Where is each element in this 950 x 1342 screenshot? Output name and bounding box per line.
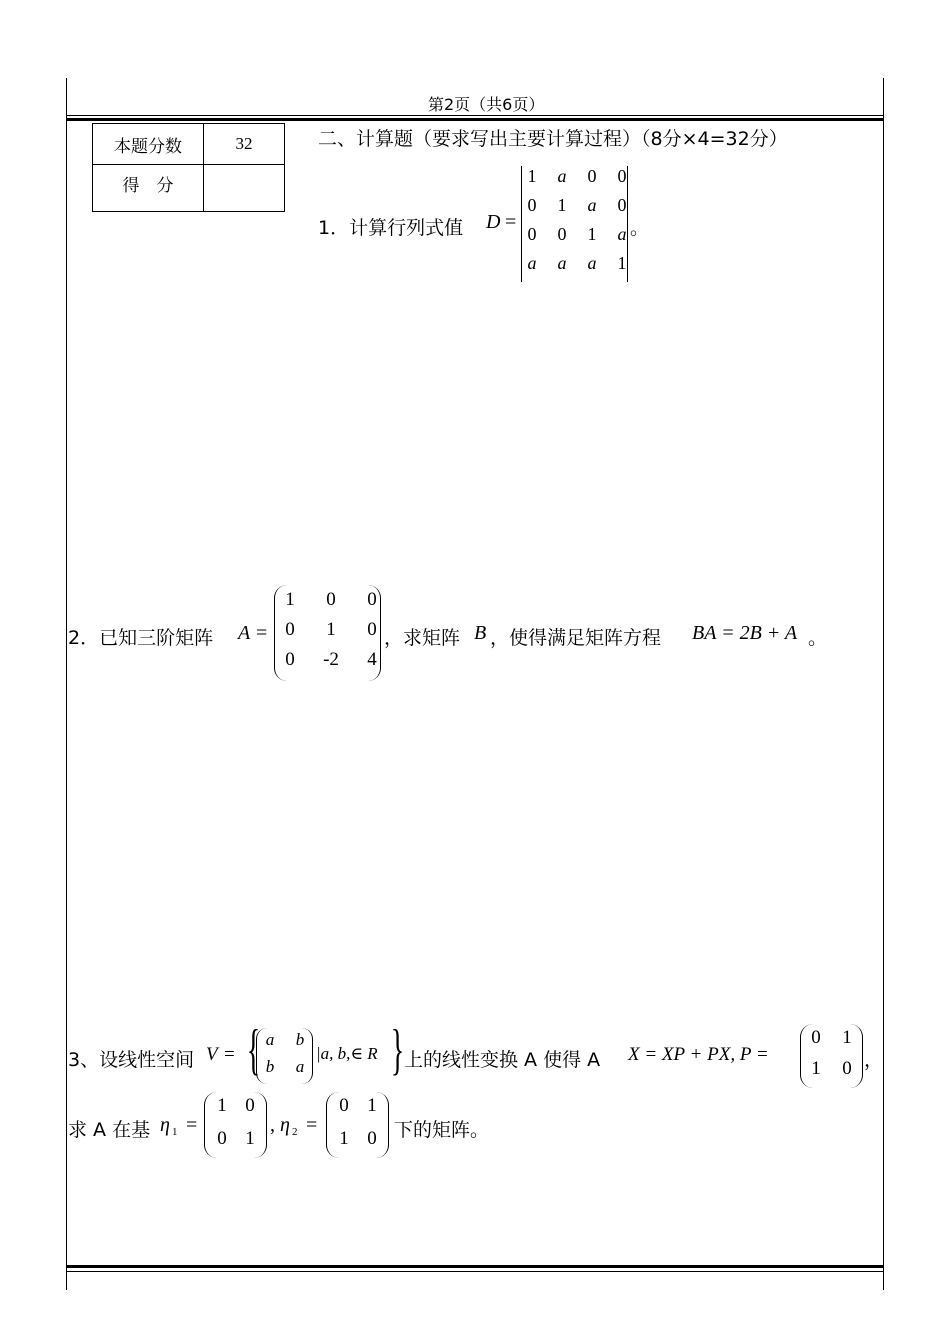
matrix-cell: 1 bbox=[527, 166, 537, 186]
matrix-cell: 1 bbox=[557, 195, 567, 215]
left-border bbox=[66, 78, 67, 1290]
q3-mid: 上的线性变换 A 使得 A bbox=[404, 1049, 601, 1071]
q3-eta1: η bbox=[160, 1114, 170, 1136]
q3-brace-left: { bbox=[246, 1019, 261, 1081]
q1-prefix: 1．计算行列式值 bbox=[318, 217, 464, 239]
q3-line2-prefix: 求 A 在基 bbox=[68, 1119, 151, 1141]
matrix-cell: 0 bbox=[367, 1128, 377, 1149]
matrix-cell: a bbox=[557, 166, 567, 186]
q1-suffix: 。 bbox=[630, 217, 650, 239]
matrix-cell: 0 bbox=[326, 589, 336, 610]
matrix-cell: b bbox=[265, 1057, 275, 1076]
q3-eta2-eq: = bbox=[306, 1114, 318, 1136]
matrix-cell: 0 bbox=[367, 619, 377, 640]
matrix-cell: 1 bbox=[217, 1095, 227, 1116]
matrix-cell: a bbox=[295, 1057, 305, 1076]
matrix-cell: a bbox=[617, 224, 627, 244]
matrix-cell: 1 bbox=[811, 1058, 821, 1079]
q3-sep: , bbox=[270, 1114, 275, 1136]
matrix-cell: 0 bbox=[557, 224, 567, 244]
q3-space-var: V bbox=[206, 1044, 218, 1065]
q2-eq: = bbox=[256, 622, 268, 644]
q3-transform: X = XP + PX, P = bbox=[628, 1044, 769, 1065]
q2-equation: BA = 2B + A bbox=[692, 622, 798, 644]
matrix-cell: 1 bbox=[587, 224, 597, 244]
section-title: 二、计算题（要求写出主要计算过程）（8分×4=32分） bbox=[318, 128, 788, 150]
q2-mid2: ，使得满足矩阵方程 bbox=[490, 627, 662, 649]
footer-rule-bottom bbox=[66, 1271, 884, 1272]
q2-var: A bbox=[238, 622, 251, 644]
matrix-cell: a bbox=[527, 253, 537, 273]
earned-value[interactable] bbox=[204, 165, 285, 212]
matrix-cell: 1 bbox=[842, 1027, 852, 1048]
matrix-cell: 0 bbox=[285, 619, 295, 640]
matrix-cell: 1 bbox=[367, 1095, 377, 1116]
right-border bbox=[883, 78, 884, 1290]
matrix-cell: 0 bbox=[245, 1095, 255, 1116]
q1-eq: = bbox=[505, 211, 517, 233]
matrix-cell: 1 bbox=[617, 253, 627, 273]
q3-comma: ， bbox=[864, 1049, 884, 1071]
matrix-cell: 0 bbox=[527, 224, 537, 244]
matrix-cell: 1 bbox=[339, 1128, 349, 1149]
score-label: 本题分数 bbox=[93, 124, 204, 165]
matrix-cell: 0 bbox=[617, 195, 627, 215]
matrix-cell: 0 bbox=[842, 1058, 852, 1079]
matrix-cell: 1 bbox=[245, 1128, 255, 1149]
q3-brace-right: } bbox=[390, 1019, 405, 1081]
matrix-cell: 0 bbox=[811, 1027, 821, 1048]
q3-eta2: η bbox=[280, 1114, 290, 1136]
matrix-cell: a bbox=[265, 1030, 275, 1049]
score-table bbox=[92, 123, 285, 212]
matrix-cell: 4 bbox=[367, 649, 377, 670]
matrix-cell: 0 bbox=[217, 1128, 227, 1149]
page-number: 第2页（共6页） bbox=[428, 95, 545, 114]
q2-prefix: 2．已知三阶矩阵 bbox=[68, 627, 214, 649]
q3-eta1-eq: = bbox=[186, 1114, 198, 1136]
matrix-cell: 1 bbox=[285, 589, 295, 610]
header-rule-top bbox=[66, 115, 884, 116]
q2-suffix: 。 bbox=[808, 627, 828, 649]
matrix-cell: a bbox=[557, 253, 567, 273]
q2-mid: ，求矩阵 bbox=[384, 627, 461, 649]
q3-eta1-sub: 1 bbox=[172, 1126, 178, 1138]
matrix-cell: -2 bbox=[323, 649, 339, 670]
matrix-cell: b bbox=[295, 1030, 305, 1049]
matrix-cell: a bbox=[587, 253, 597, 273]
q3-prefix: 3、设线性空间 bbox=[68, 1049, 195, 1071]
q1-var: D bbox=[486, 211, 501, 233]
matrix-cell: 0 bbox=[339, 1095, 349, 1116]
q3-eta2-sub: 2 bbox=[292, 1126, 298, 1138]
q2-var-b: B bbox=[474, 622, 487, 644]
q3-set-cond: |a, b,∈ R bbox=[316, 1044, 378, 1063]
score-value: 32 bbox=[204, 124, 285, 165]
matrix-cell: 0 bbox=[367, 589, 377, 610]
matrix-cell: 0 bbox=[617, 166, 627, 186]
matrix-cell: 0 bbox=[527, 195, 537, 215]
header-rule-bottom bbox=[66, 118, 884, 121]
earned-label: 得 分 bbox=[93, 165, 204, 212]
matrix-cell: 0 bbox=[285, 649, 295, 670]
q3-suffix: 下的矩阵。 bbox=[394, 1119, 490, 1141]
footer-rule-top bbox=[66, 1265, 884, 1268]
q3-eq: = bbox=[224, 1044, 235, 1065]
matrix-cell: 1 bbox=[326, 619, 336, 640]
matrix-cell: 0 bbox=[587, 166, 597, 186]
matrix-cell: a bbox=[587, 195, 597, 215]
